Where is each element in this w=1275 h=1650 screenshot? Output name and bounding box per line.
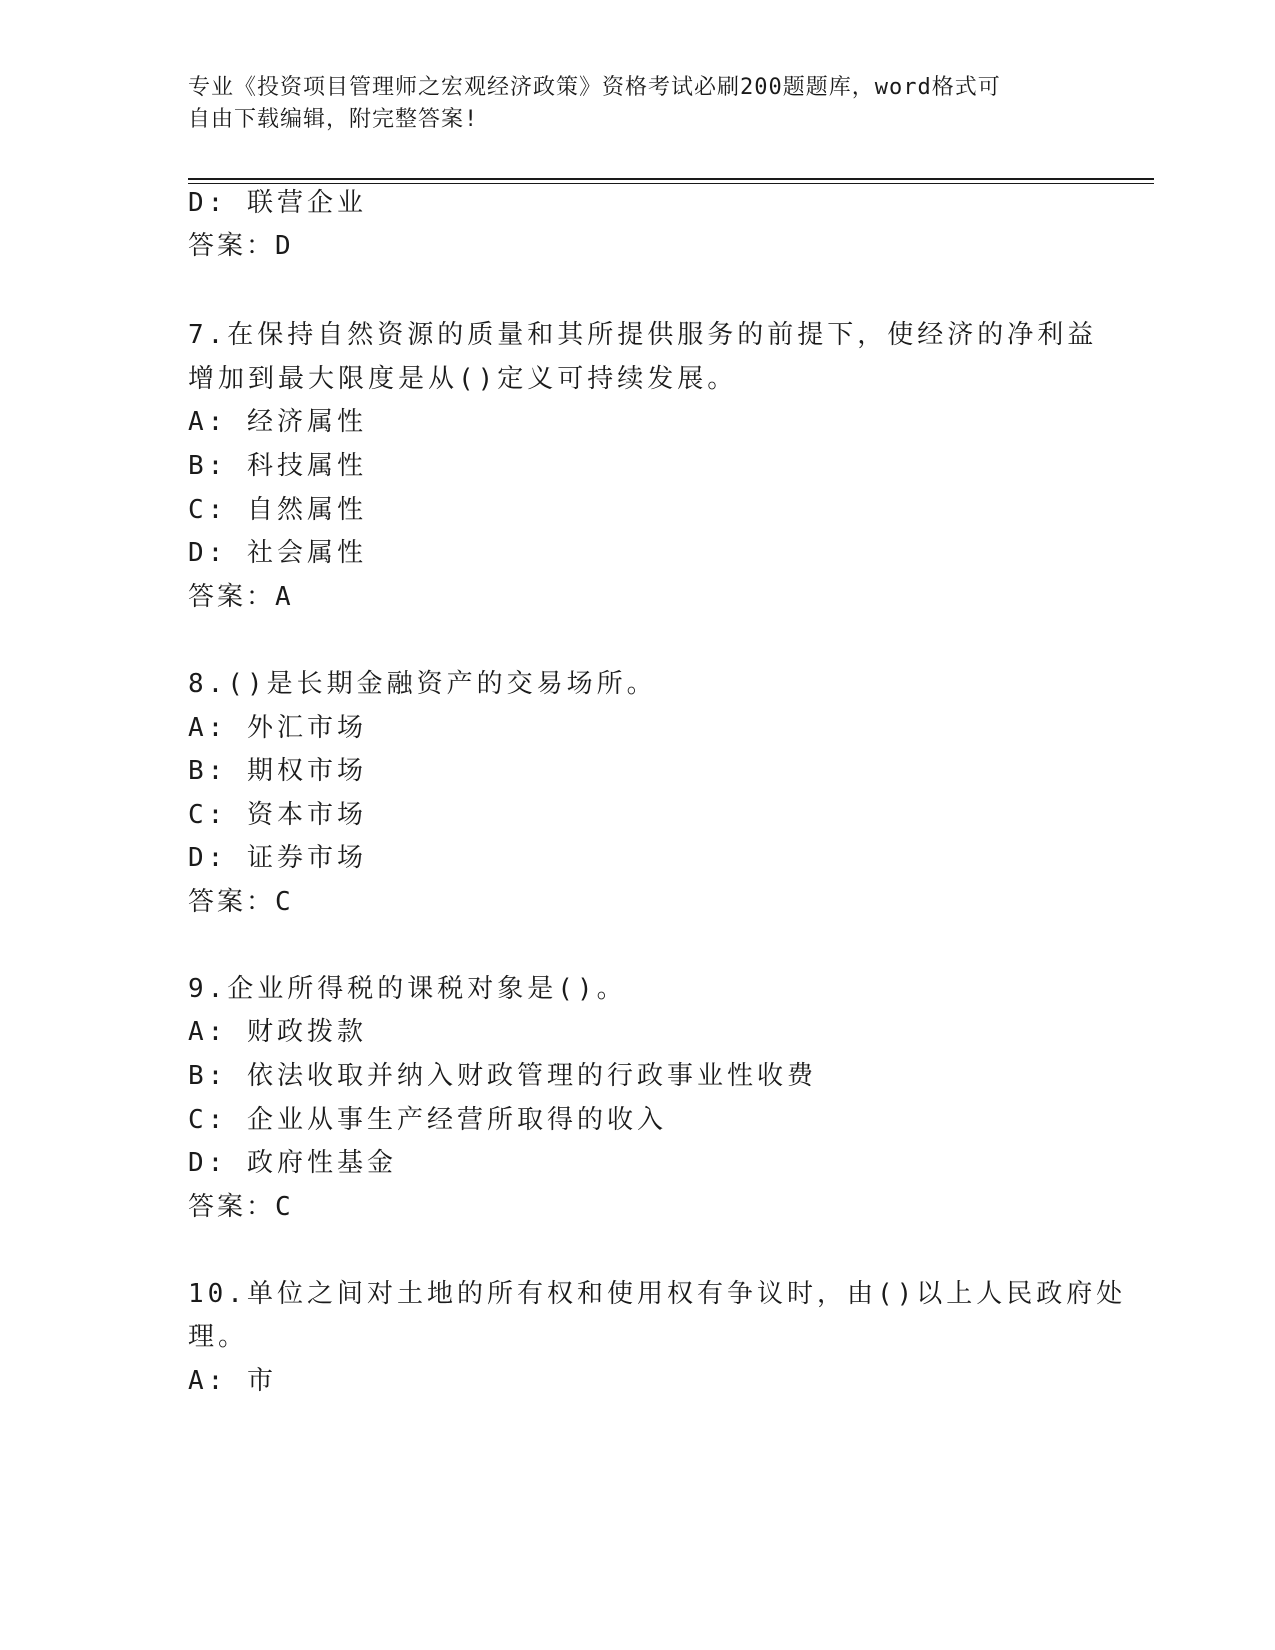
q9-answer-label: 答案：: [188, 1192, 276, 1222]
q10-stem-line-1: 10.单位之间对土地的所有权和使用权有争议时，由()以上人民政府处: [188, 1279, 1127, 1309]
q9-answer: [188, 1184, 292, 1230]
q9-option-a: A: 财政拨款: [188, 1017, 367, 1047]
q7-option-b: B: 科技属性: [188, 451, 367, 481]
q8-answer: [188, 879, 292, 925]
q8-answer-label: 答案：: [188, 887, 276, 917]
q6-answer-value: D: [275, 231, 292, 261]
q7-stem-line-1: 7.在保持自然资源的质量和其所提供服务的前提下，使经济的净利益: [188, 320, 1098, 350]
q8-option-d: D: 证券市场: [188, 843, 367, 873]
header-line-1: 专业《投资项目管理师之宏观经济政策》资格考试必刷200题题库，word格式可: [188, 75, 1001, 100]
q7-answer: [188, 574, 292, 620]
q7-stem-line-2: 增加到最大限度是从()定义可持续发展。: [188, 364, 738, 394]
q9-option-b: B: 依法收取并纳入财政管理的行政事业性收费: [188, 1061, 817, 1091]
q6-answer-label: 答案：: [188, 231, 276, 261]
q9-answer-value: C: [275, 1192, 292, 1222]
q8-answer-value: C: [275, 887, 292, 917]
document-header: [188, 72, 1068, 136]
q8-option-b: B: 期权市场: [188, 756, 367, 786]
q10-stem-line-2: 理。: [188, 1322, 249, 1352]
q9-stem: 9.企业所得税的课税对象是()。: [188, 974, 627, 1004]
q7-option-d: D: 社会属性: [188, 538, 367, 568]
q7-answer-value: A: [275, 582, 292, 612]
q10-option-a: A: 市: [188, 1366, 277, 1396]
q8-option-a: A: 外汇市场: [188, 713, 367, 743]
q6-answer: [188, 223, 292, 269]
q8-option-c: C: 资本市场: [188, 800, 367, 830]
q6-option-d: D: 联营企业: [188, 188, 367, 218]
header-line-2: 自由下载编辑，附完整答案!: [188, 107, 479, 132]
q9-option-c: C: 企业从事生产经营所取得的收入: [188, 1105, 667, 1135]
q9-option-d: D: 政府性基金: [188, 1148, 397, 1178]
q7-answer-label: 答案：: [188, 582, 276, 612]
q7-option-a: A: 经济属性: [188, 407, 367, 437]
q7-option-c: C: 自然属性: [188, 495, 367, 525]
q8-stem: 8.()是长期金融资产的交易场所。: [188, 669, 657, 699]
